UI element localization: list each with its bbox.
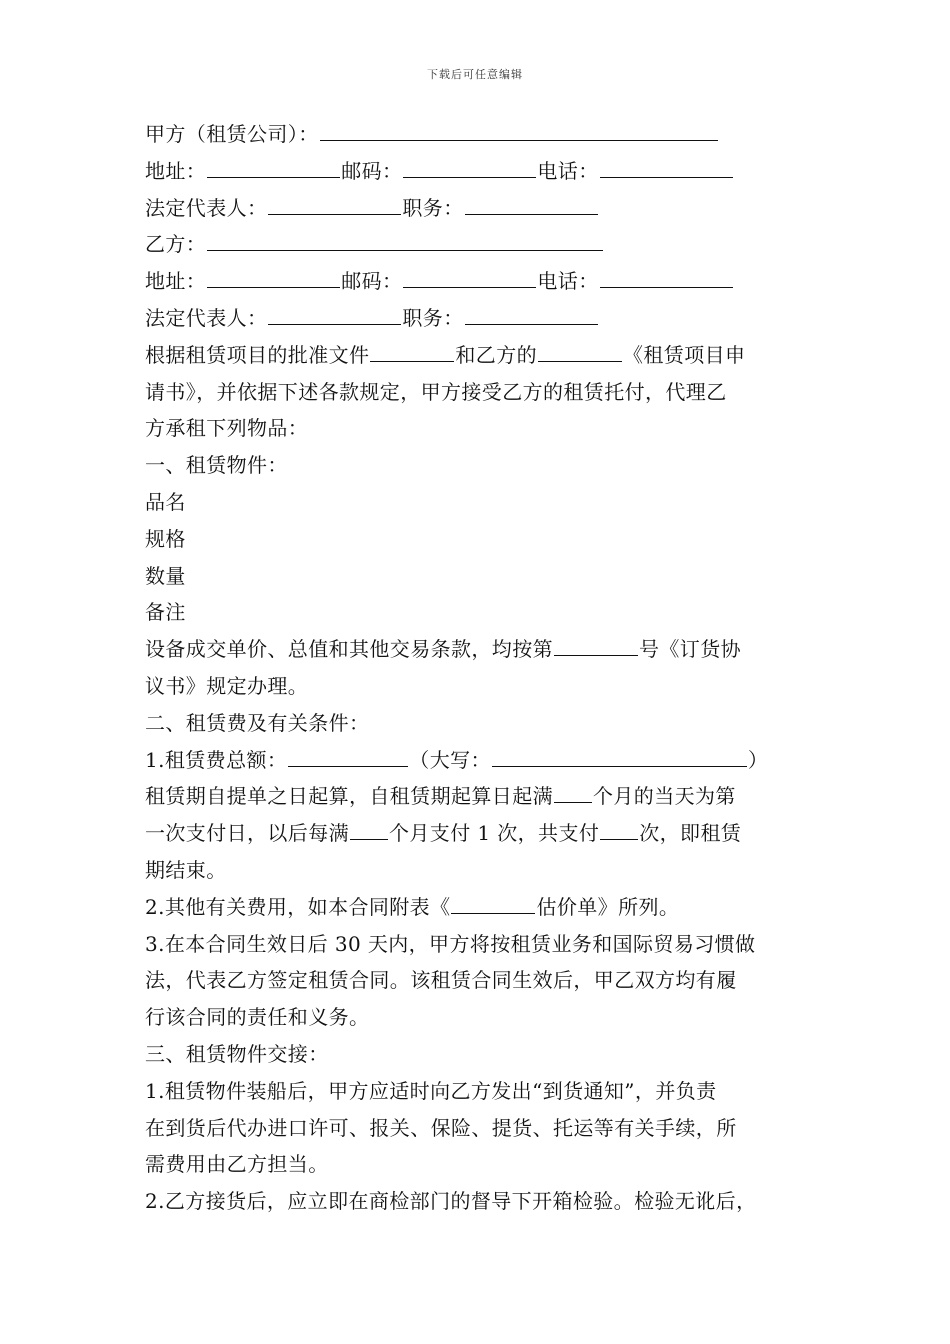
party-b-address-line	[145, 263, 830, 300]
terms-line-1	[145, 631, 830, 668]
signing-line-1: 3.在本合同生效日后 30 天内，甲方将按租赁业务和国际贸易习惯做	[145, 931, 756, 956]
party-b-title-blank[interactable]	[465, 300, 598, 325]
other-fees-text-a: 2.其他有关费用，如本合同附表《	[145, 894, 451, 919]
party-a-rep-blank[interactable]	[268, 190, 401, 215]
period-text-2a: 一次支付日，以后每满	[145, 821, 349, 846]
contract-body	[145, 116, 830, 1220]
other-fees-line	[145, 889, 830, 926]
interval-months-blank[interactable]	[350, 815, 388, 840]
terms-line-2: 议书》规定办理。	[145, 673, 309, 698]
fee-total-line	[145, 742, 830, 779]
page-header-note: 下载后可任意编辑	[427, 68, 523, 81]
item-name-label: 品名	[145, 489, 186, 514]
party-b-phone-blank[interactable]	[600, 263, 733, 288]
intro-line-1	[145, 337, 830, 374]
party-a-name-blank[interactable]	[320, 116, 718, 141]
intro-text-1a: 根据租赁项目的批准文件	[145, 342, 370, 367]
party-b-phone-label: 电话：	[537, 269, 599, 294]
handover-line-4: 2.乙方接货后，应立即在商检部门的督导下开箱检验。检验无讹后，	[145, 1189, 757, 1214]
fee-total-blank[interactable]	[288, 742, 408, 767]
fee-capital-blank[interactable]	[492, 742, 747, 767]
estimate-sheet-blank[interactable]	[451, 889, 535, 914]
party-b-rep-label: 法定代表人：	[145, 305, 268, 330]
party-b-name-blank[interactable]	[207, 226, 603, 251]
party-a-address-label: 地址：	[145, 158, 207, 183]
party-b-postcode-label: 邮码：	[341, 269, 403, 294]
party-b-address-blank[interactable]	[207, 263, 340, 288]
signing-line-2: 法，代表乙方签定租赁合同。该租赁合同生效后，甲乙双方均有履	[145, 968, 737, 993]
section-1-heading: 一、租赁物件：	[145, 453, 288, 478]
fee-total-label: 1.租赁费总额：	[145, 747, 288, 772]
period-text-2b: 个月支付 1 次，共支付	[389, 821, 600, 846]
period-text-1b: 个月的当天为第	[593, 784, 736, 809]
intro-line-2: 请书》，并依据下述各款规定，甲方接受乙方的租赁托付，代理乙	[145, 379, 727, 404]
party-b-address-label: 地址：	[145, 269, 207, 294]
other-fees-text-b: 估价单》所列。	[536, 894, 680, 919]
payment-count-blank[interactable]	[600, 815, 638, 840]
handover-line-1: 1.租赁物件装船后，甲方应适时向乙方发出“到货通知”，并负责	[145, 1078, 717, 1103]
section-2-heading: 二、租赁费及有关条件：	[145, 710, 370, 735]
application-no-blank[interactable]	[538, 337, 622, 362]
terms-text-b: 号《订货协	[639, 637, 741, 662]
party-b-postcode-blank[interactable]	[403, 263, 536, 288]
intro-text-1c: 《租赁项目申	[623, 342, 746, 367]
approval-doc-blank[interactable]	[370, 337, 454, 362]
party-b-rep-line	[145, 300, 830, 337]
party-b-line	[145, 226, 830, 263]
intro-line-3: 方承租下列物品：	[145, 416, 309, 441]
period-line-3: 期结束。	[145, 857, 227, 882]
party-a-phone-label: 电话：	[537, 158, 599, 183]
party-a-line	[145, 116, 830, 153]
party-a-title-label: 职务：	[402, 195, 464, 220]
item-spec-label: 规格	[145, 526, 186, 551]
party-b-title-label: 职务：	[402, 305, 464, 330]
handover-line-2: 在到货后代办进口许可、报关、保险、提货、托运等有关手续，所	[145, 1115, 737, 1140]
order-agreement-no-blank[interactable]	[554, 631, 638, 656]
first-months-blank[interactable]	[554, 778, 592, 803]
party-b-rep-blank[interactable]	[268, 300, 401, 325]
party-a-title-blank[interactable]	[465, 190, 598, 215]
fee-capital-label: （大写：	[409, 747, 491, 772]
party-a-address-blank[interactable]	[207, 153, 340, 178]
party-b-label: 乙方：	[145, 232, 207, 257]
period-line-2	[145, 815, 830, 852]
party-a-postcode-blank[interactable]	[403, 153, 536, 178]
intro-text-1b: 和乙方的	[455, 342, 538, 367]
party-a-rep-label: 法定代表人：	[145, 195, 268, 220]
party-a-address-line	[145, 153, 830, 190]
period-text-2c: 次，即租赁	[639, 821, 742, 846]
party-a-phone-blank[interactable]	[600, 153, 733, 178]
period-text-1a: 租赁期自提单之日起算，自租赁期起算日起满	[145, 784, 553, 809]
fee-capital-close: ）	[747, 747, 769, 772]
handover-line-3: 需费用由乙方担当。	[145, 1152, 329, 1177]
party-a-rep-line	[145, 190, 830, 227]
period-line-1	[145, 778, 830, 815]
section-3-heading: 三、租赁物件交接：	[145, 1041, 329, 1066]
terms-text-a: 设备成交单价、总值和其他交易条款，均按第	[145, 637, 553, 662]
item-quantity-label: 数量	[145, 563, 186, 588]
party-a-label: 甲方（租赁公司）：	[145, 122, 319, 146]
party-a-postcode-label: 邮码：	[341, 158, 403, 183]
signing-line-3: 行该合同的责任和义务。	[145, 1005, 370, 1030]
item-remark-label: 备注	[145, 600, 186, 625]
